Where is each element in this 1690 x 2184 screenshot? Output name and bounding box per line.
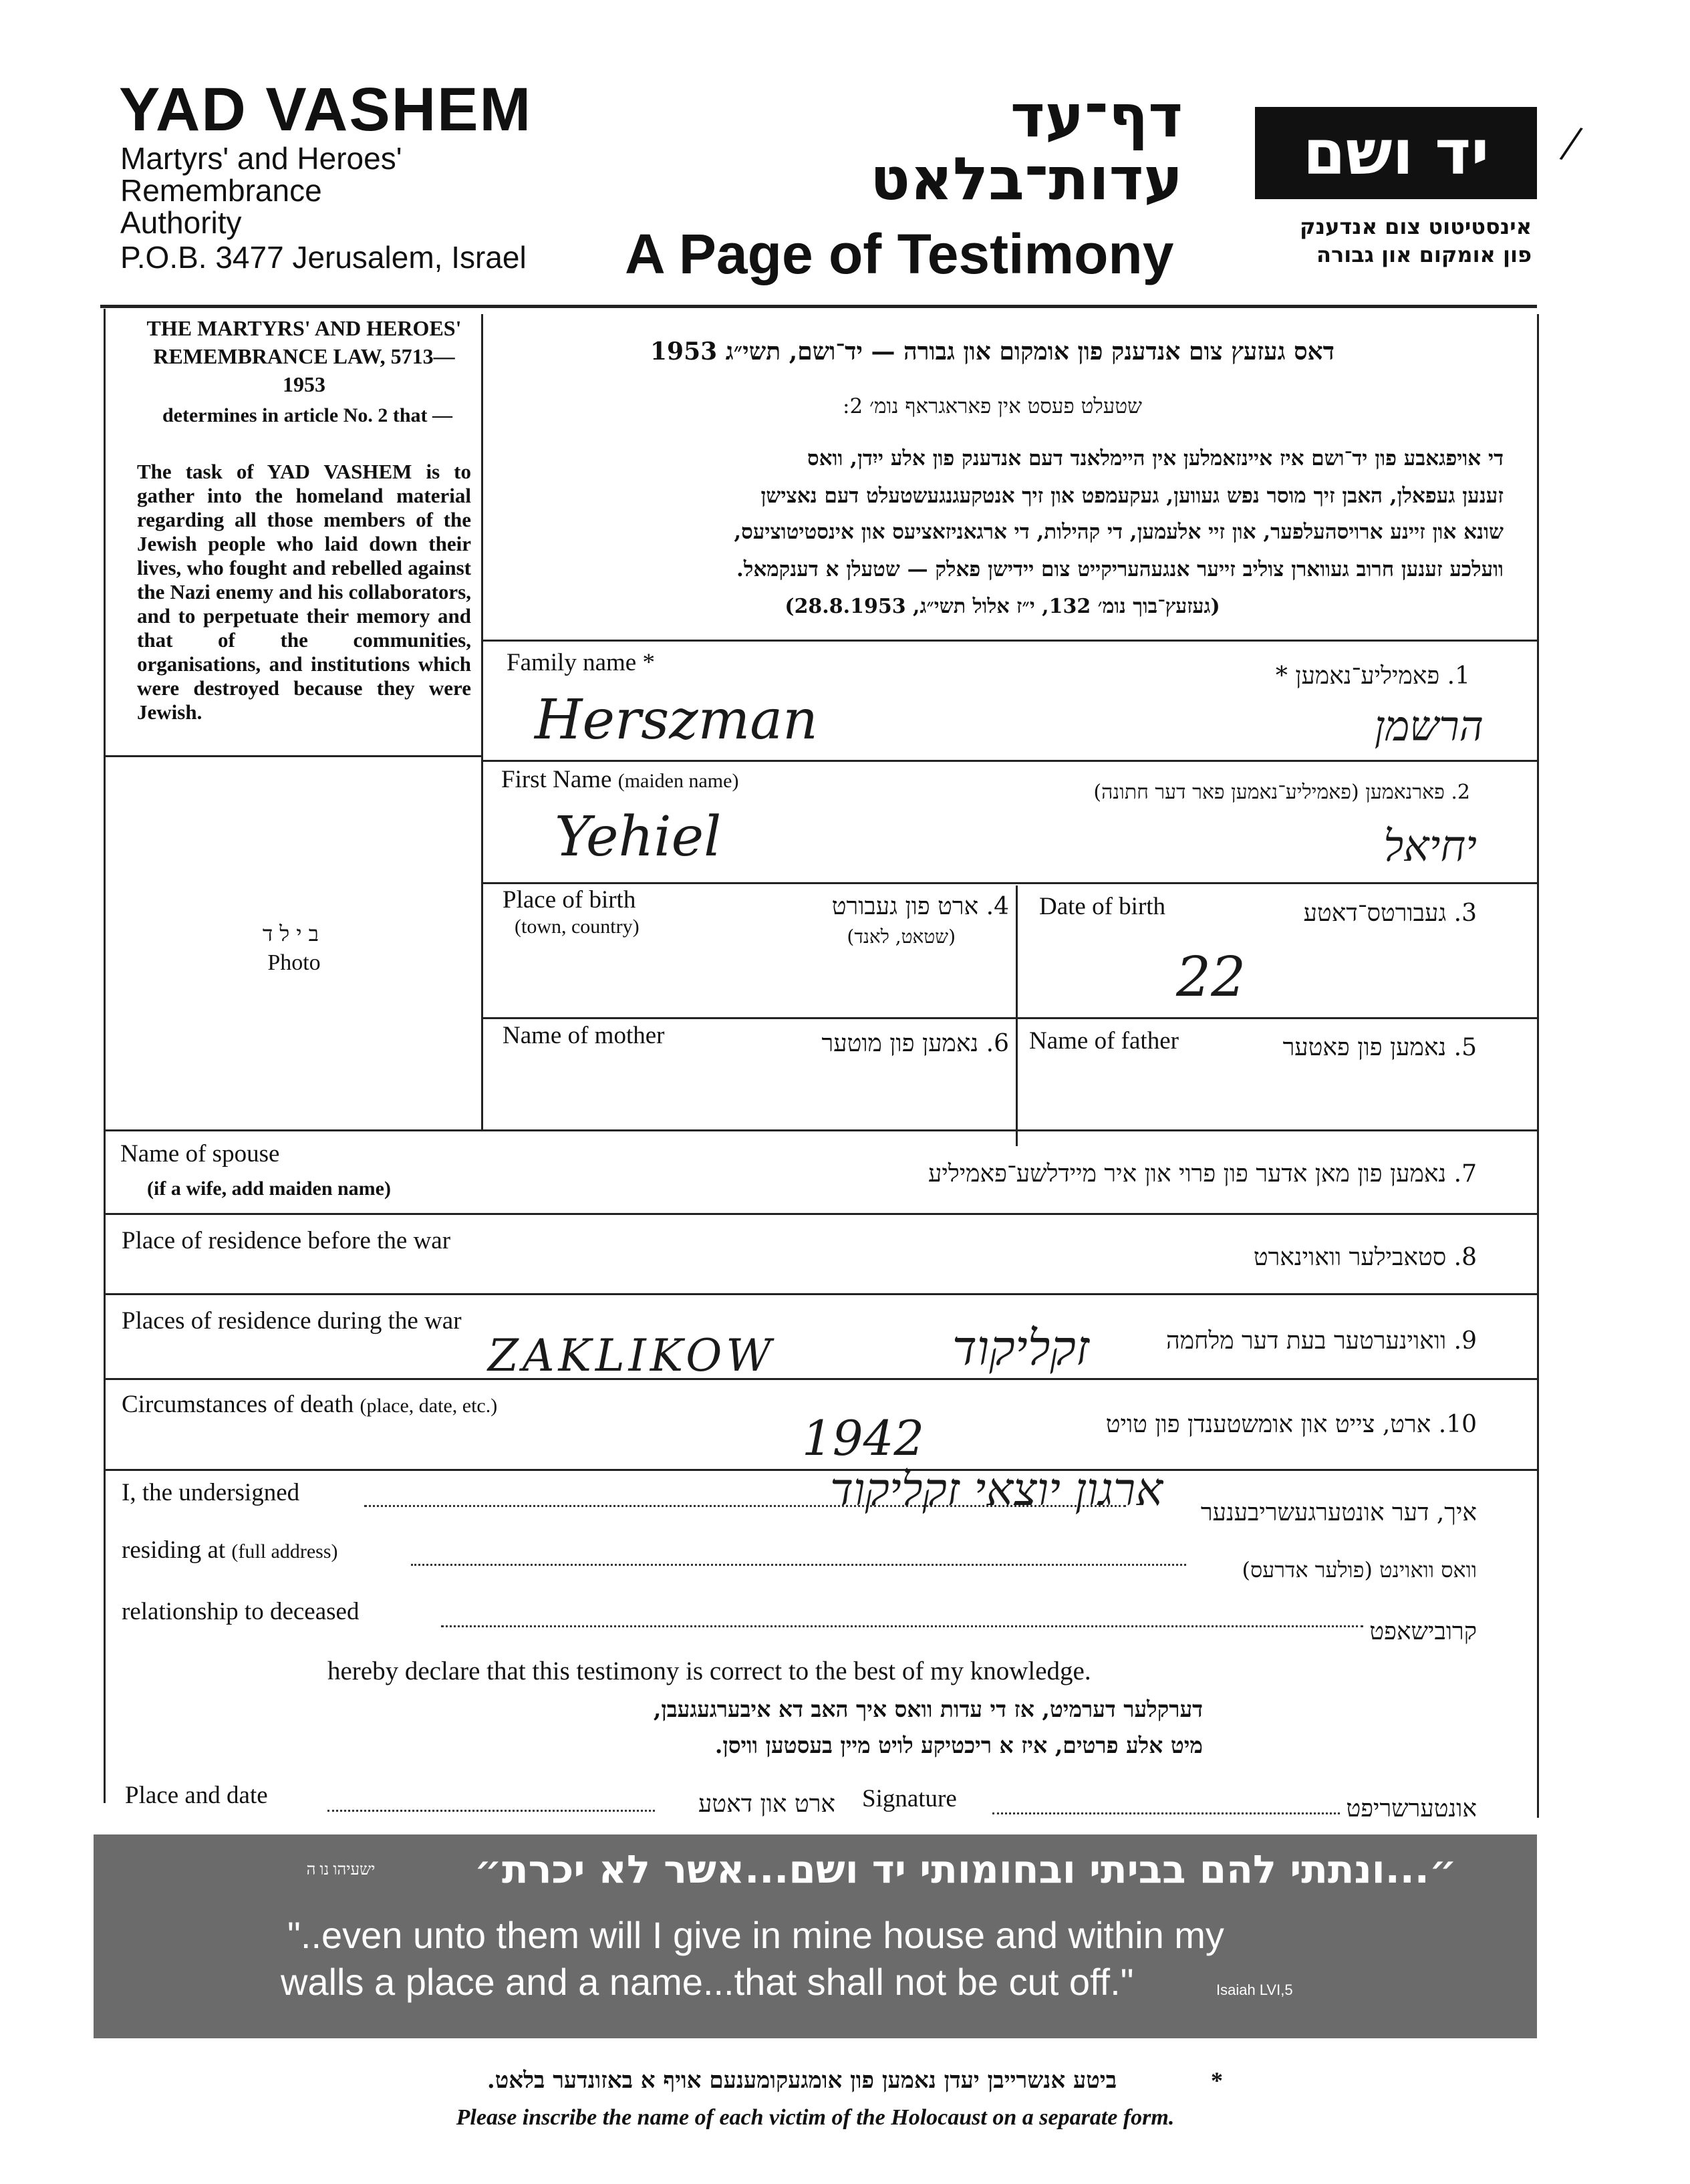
relationship-label-he: קרובישאפט	[1369, 1618, 1477, 1645]
banner-hebrew-ref: ישעיהו נו ה	[306, 1861, 376, 1879]
logo-text: יד ושם	[1302, 117, 1490, 188]
undersigned-value[interactable]: ארגון יוצאי זקליקוד	[830, 1464, 1163, 1516]
mother-name-label-he: 6. נאמען פון מוטער	[821, 1030, 1009, 1057]
first-name-value[interactable]: Yehiel	[555, 805, 722, 869]
first-name-label-small: (maiden name)	[617, 770, 739, 792]
residing-label-text: residing at	[122, 1536, 226, 1564]
circumstances-label-small: (place, date, etc.)	[360, 1395, 498, 1417]
law-box-text: The task of YAD VASHEM is to gather into the homeland material regarding all those members of the Jewish people who laid down their lives, who fought and rebelled against the Nazi enemy and his collaborators, and to perpetuate their memory and that of the communities, organisations, and institutions which were destroyed because they were Jewish.	[137, 460, 471, 724]
banner-hebrew-quote: ״...ונתתי להם בביתי ובחומותי יד ושם...אשר לא יכרת״	[474, 1847, 1457, 1892]
first-name-label-text: First Name	[501, 766, 612, 793]
photo-label-hebrew: בילד	[262, 921, 326, 946]
signature-label: Signature	[862, 1785, 957, 1812]
law-yiddish-line-3: שונא און זיינע ארויסהעלפער, און זיי אלעמען, די קהילות, די ארגאניזאציעס און אינסטיטוציעס,	[734, 520, 1504, 544]
residing-label-small: (full address)	[231, 1540, 338, 1562]
logo-subtitle-1: אינסטיטוט צום אנדענק	[1300, 214, 1532, 239]
circumstances-label	[122, 1390, 497, 1419]
date-of-birth-value[interactable]: 22	[1176, 946, 1246, 1009]
org-address: P.O.B. 3477 Jerusalem, Israel	[120, 240, 527, 275]
circumstances-value[interactable]: 1942	[802, 1410, 925, 1466]
law-box-intro: determines in article No. 2 that —	[162, 404, 453, 426]
corner-mark: /	[1556, 113, 1586, 174]
law-yiddish-line-1: די אויפגאבע פון יד־ושם איז איינזאמלען אין היימלאנד דעם אנדענק פון אלע ייִדן, וואס	[807, 446, 1504, 470]
org-line-2: Remembrance	[120, 173, 322, 208]
banner-english-line-2: walls a place and a name...that shall not be cut off."	[281, 1961, 1134, 2003]
residence-before-war-label-he: 8. סטאבילער וואוינארט	[1253, 1244, 1477, 1271]
org-line-1: Martyrs' and Heroes'	[120, 141, 402, 176]
logo-subtitle-2: פון אומקום און גבורה	[1316, 242, 1532, 267]
date-of-birth-label: Date of birth	[1039, 893, 1166, 920]
header-rule	[100, 305, 1537, 308]
declare-text-he-1: דערקלער דערמיט, אז די עדות וואס איך האב דא איבערגעגעבן,	[653, 1696, 1203, 1722]
residence-during-war-value-he[interactable]: זקליקוד	[952, 1320, 1089, 1376]
family-name-value-he[interactable]: הרשמן	[1374, 702, 1484, 750]
residing-label-he: וואס וואוינט (פולער אדרעס)	[1242, 1557, 1477, 1583]
quote-banner	[94, 1834, 1537, 2038]
family-name-value[interactable]: Herszman	[535, 688, 818, 752]
place-of-birth-label-he: 4. ארט פון געבורט	[831, 893, 1009, 920]
declare-text: hereby declare that this testimony is correct to the best of my knowledge.	[327, 1657, 1091, 1685]
date-of-birth-label-he: 3. געבורטס־דאטע	[1303, 900, 1477, 927]
residence-during-war-label-he: 9. וואוינערטער בעת דער מלחמה	[1166, 1327, 1477, 1355]
first-name-value-he[interactable]: יחיאל	[1383, 822, 1477, 871]
banner-english-line-1: "..even unto them will I give in mine house and within my	[287, 1914, 1224, 1956]
father-name-label-he: 5. נאמען פון פאטער	[1282, 1034, 1477, 1061]
family-name-label-he: 1. פאמיליע־נאמען *	[1275, 662, 1470, 690]
signature-label-he: אונטערשריפט	[1346, 1795, 1477, 1822]
footer-english: Please inscribe the name of each victim of the Holocaust on a separate form.	[456, 2105, 1175, 2130]
residence-before-war-label: Place of residence before the war	[122, 1227, 451, 1254]
photo-label: Photo	[267, 950, 321, 975]
place-of-birth-label-he-small: (שטאט, לאנד)	[847, 926, 956, 948]
law-yiddish-line-4: וועלכע זענען חרוב געווארן צוליב זייער אנגעהעריקייט צום יידישן פאלק — שטעלן א דענקמאל.	[736, 557, 1504, 581]
place-of-birth-label: Place of birth	[503, 886, 636, 914]
residing-input[interactable]	[411, 1564, 1186, 1566]
spouse-name-label-small: (if a wife, add maiden name)	[147, 1178, 391, 1200]
spouse-name-label-he: 7. נאמען פון מאן אדער פון פרוי און איר מיידלשע־פאמיליע	[928, 1160, 1477, 1188]
first-name-label-he: 2. פארנאמען (פאמיליע־נאמען פאר דער חתונה)	[1093, 781, 1470, 804]
title-hebrew-2: עדות־בלאט	[870, 144, 1183, 213]
place-of-birth-label-small: (town, country)	[515, 916, 640, 938]
residence-during-war-value[interactable]: ZAKLIKOW	[488, 1330, 776, 1381]
circumstances-label-he: 10. ארט, צייט און אומשטענדן פון טויט	[1105, 1411, 1477, 1438]
place-date-input[interactable]	[327, 1810, 655, 1812]
first-name-label	[501, 765, 738, 794]
law-yiddish-line-5: (געזעץ־בוך נומ׳ 132, י״ז אלול תשי״ג, 28.8.1953)	[785, 595, 1220, 618]
footer-asterisk: *	[1211, 2067, 1223, 2094]
footer-hebrew: ביטע אנשרייבן יעדן נאמען פון אומגעקומענעם אויף א באזונדער בלאט.	[486, 2067, 1117, 2094]
relationship-label: relationship to deceased	[122, 1598, 360, 1625]
declare-text-he-2: מיט אלע פרטים, איז א ריכטיקע לויט מיין בעסטען וויסן.	[714, 1732, 1203, 1758]
residence-during-war-label: Places of residence during the war	[122, 1307, 462, 1335]
org-name: YAD VASHEM	[119, 76, 533, 144]
law-yiddish-line-2: זענען געפאלן, האבן זיך מוסר נפש געווען, געקעמפט און זיך אנטקעגנגעשטעלט דעם נאצישן	[760, 484, 1504, 508]
mother-name-label: Name of mother	[503, 1022, 665, 1049]
father-name-label: Name of father	[1029, 1027, 1179, 1055]
title-english: A Page of Testimony	[625, 223, 1174, 285]
residing-label	[122, 1536, 338, 1564]
yad-vashem-logo	[1255, 107, 1537, 199]
place-date-label-he: ארט און דאטע	[698, 1790, 835, 1818]
banner-english-ref: Isaiah LVI,5	[1216, 1982, 1293, 1998]
family-name-label: Family name *	[507, 649, 655, 676]
undersigned-label-he: איך, דער אונטערגעשריבענער	[1200, 1499, 1477, 1526]
law-box-title: THE MARTYRS' AND HEROES' REMEMBRANCE LAW, 5713—1953	[146, 316, 462, 396]
law-yiddish-title: דאס געזעץ צום אנדענק פון אומקום און גבורה — יד־ושם, תשי״ג 1953	[650, 337, 1334, 366]
spouse-name-label: Name of spouse	[120, 1140, 280, 1168]
circumstances-label-text: Circumstances of death	[122, 1391, 354, 1418]
law-yiddish-sub: שטעלט פעסט אין פאראגראף נומ׳ 2:	[842, 394, 1143, 418]
signature-input[interactable]	[992, 1812, 1340, 1814]
place-date-label: Place and date	[125, 1782, 268, 1809]
relationship-input[interactable]	[441, 1625, 1363, 1627]
title-hebrew-1: דף־עד	[1010, 82, 1183, 150]
org-line-3: Authority	[120, 205, 242, 240]
undersigned-label: I, the undersigned	[122, 1479, 300, 1506]
